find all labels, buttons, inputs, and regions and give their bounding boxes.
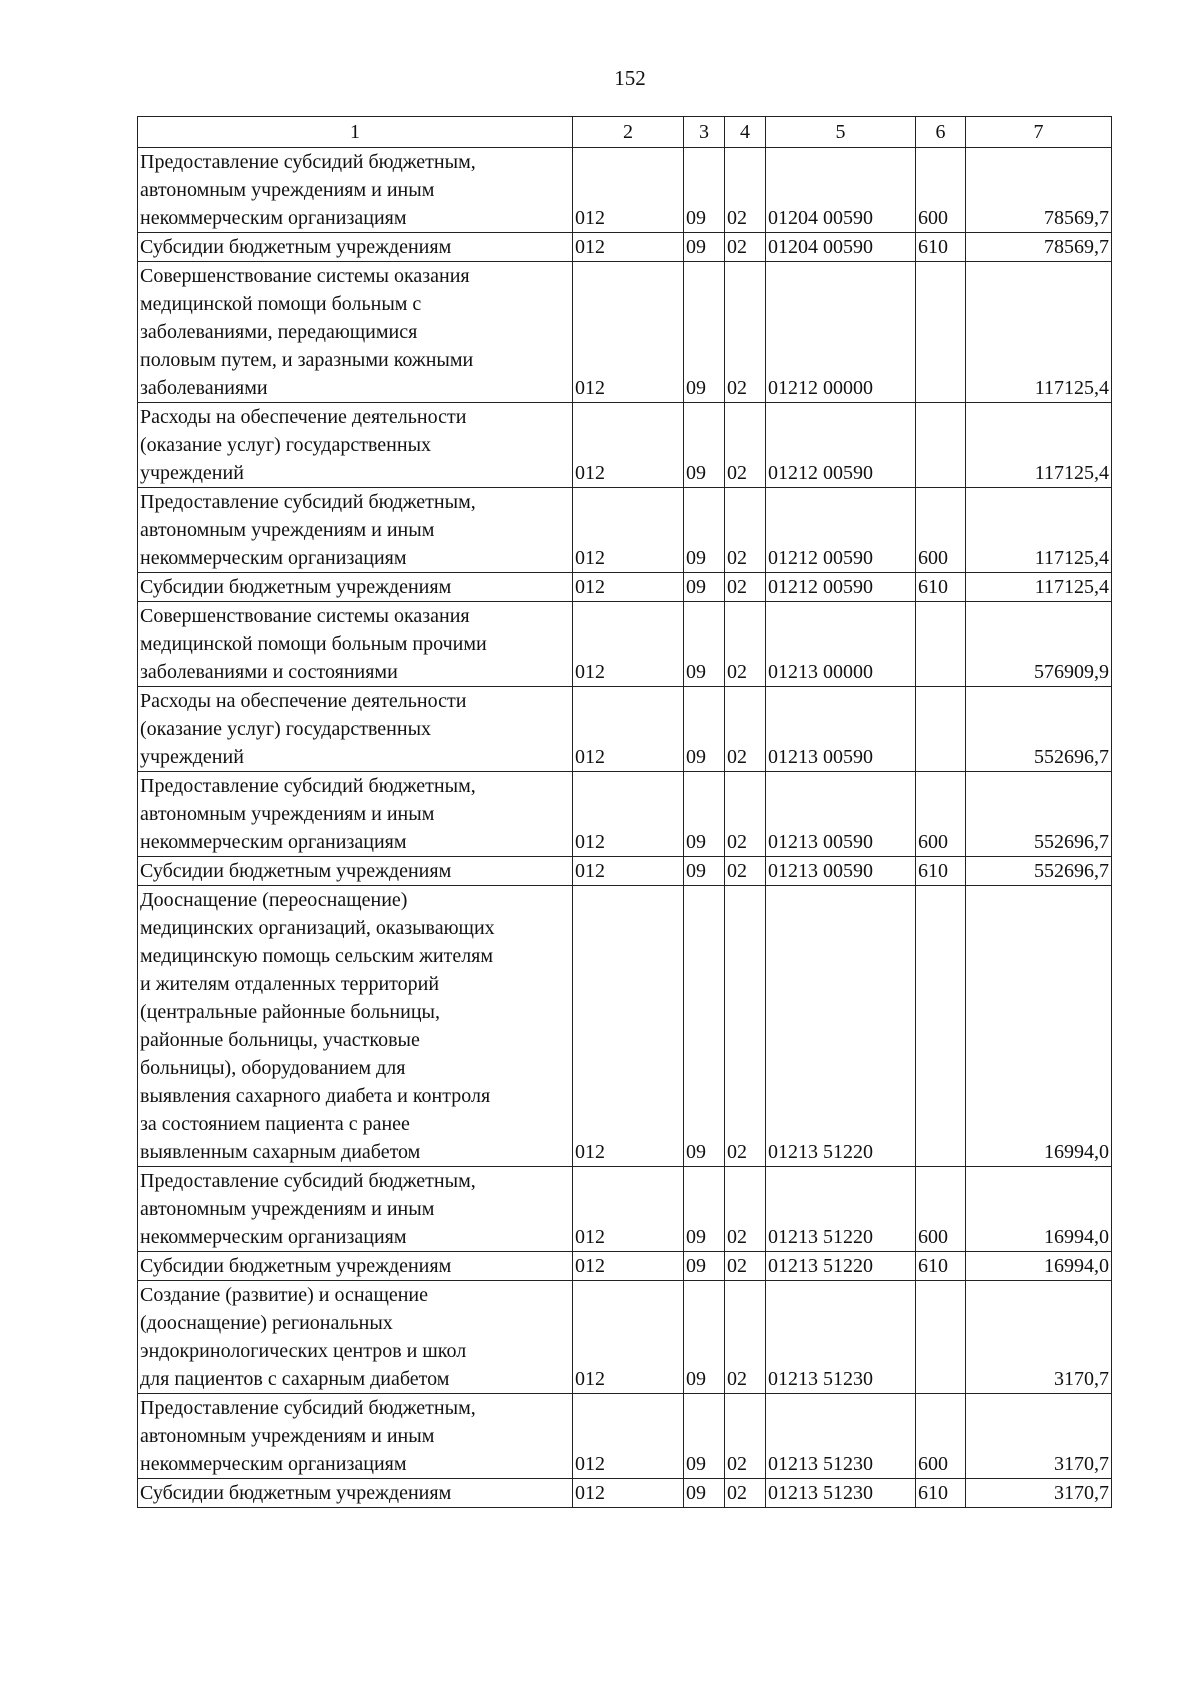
amount-cell: 3170,7 [966, 1281, 1112, 1394]
item-name-cell: Субсидии бюджетным учреждениям [138, 233, 573, 262]
column-header: 5 [766, 117, 916, 148]
section-code-cell: 09 [684, 488, 725, 573]
table-header [138, 117, 1112, 148]
ministry-code-cell: 012 [573, 886, 684, 1167]
subsection-code-cell: 02 [725, 573, 766, 602]
expense-type-cell [916, 687, 966, 772]
target-article-cell: 01213 51220 [766, 1252, 916, 1281]
subsection-code-cell: 02 [725, 488, 766, 573]
expense-type-cell [916, 1281, 966, 1394]
table-row [138, 1394, 1112, 1479]
amount-cell: 78569,7 [966, 148, 1112, 233]
table-body [138, 148, 1112, 1508]
table-row [138, 573, 1112, 602]
ministry-code-cell: 012 [573, 1281, 684, 1394]
expense-type-cell [916, 262, 966, 403]
subsection-code-cell: 02 [725, 1252, 766, 1281]
amount-cell: 16994,0 [966, 886, 1112, 1167]
table-row [138, 1479, 1112, 1508]
expense-type-cell [916, 602, 966, 687]
target-article-cell: 01213 00590 [766, 772, 916, 857]
ministry-code-cell: 012 [573, 573, 684, 602]
target-article-cell: 01212 00590 [766, 573, 916, 602]
target-article-cell: 01213 00590 [766, 687, 916, 772]
section-code-cell: 09 [684, 1281, 725, 1394]
amount-cell: 552696,7 [966, 857, 1112, 886]
item-name-cell: Расходы на обеспечение деятельности (оказание услуг) государственных учреждений [138, 403, 573, 488]
amount-cell: 16994,0 [966, 1167, 1112, 1252]
expense-type-cell: 600 [916, 772, 966, 857]
subsection-code-cell: 02 [725, 886, 766, 1167]
expense-type-cell: 610 [916, 1252, 966, 1281]
section-code-cell: 09 [684, 403, 725, 488]
table-row [138, 886, 1112, 1167]
target-article-cell: 01213 00000 [766, 602, 916, 687]
table-row [138, 262, 1112, 403]
section-code-cell: 09 [684, 886, 725, 1167]
table-row [138, 857, 1112, 886]
section-code-cell: 09 [684, 772, 725, 857]
amount-cell: 117125,4 [966, 262, 1112, 403]
subsection-code-cell: 02 [725, 262, 766, 403]
target-article-cell: 01213 00590 [766, 857, 916, 886]
target-article-cell: 01212 00590 [766, 488, 916, 573]
item-name-cell: Совершенствование системы оказания медицинской помощи больным с заболеваниями, передающимися половым путем, и заразными кожными заболеваниями [138, 262, 573, 403]
amount-cell: 552696,7 [966, 687, 1112, 772]
section-code-cell: 09 [684, 233, 725, 262]
ministry-code-cell: 012 [573, 1252, 684, 1281]
amount-cell: 552696,7 [966, 772, 1112, 857]
target-article-cell: 01213 51220 [766, 886, 916, 1167]
section-code-cell: 09 [684, 573, 725, 602]
table-row [138, 1281, 1112, 1394]
item-name-cell: Совершенствование системы оказания медицинской помощи больным прочими заболеваниями и состояниями [138, 602, 573, 687]
section-code-cell: 09 [684, 1252, 725, 1281]
ministry-code-cell: 012 [573, 488, 684, 573]
expense-type-cell: 600 [916, 488, 966, 573]
header-row [138, 117, 1112, 148]
section-code-cell: 09 [684, 602, 725, 687]
table-row [138, 403, 1112, 488]
ministry-code-cell: 012 [573, 262, 684, 403]
table-row [138, 772, 1112, 857]
subsection-code-cell: 02 [725, 403, 766, 488]
amount-cell: 117125,4 [966, 488, 1112, 573]
expense-type-cell [916, 886, 966, 1167]
ministry-code-cell: 012 [573, 772, 684, 857]
item-name-cell: Субсидии бюджетным учреждениям [138, 573, 573, 602]
column-header: 3 [684, 117, 725, 148]
amount-cell: 78569,7 [966, 233, 1112, 262]
page-number: 152 [614, 66, 646, 90]
ministry-code-cell: 012 [573, 403, 684, 488]
expense-type-cell: 600 [916, 1167, 966, 1252]
item-name-cell: Предоставление субсидий бюджетным, автономным учреждениям и иным некоммерческим организациям [138, 488, 573, 573]
subsection-code-cell: 02 [725, 1479, 766, 1508]
item-name-cell: Субсидии бюджетным учреждениям [138, 1252, 573, 1281]
expense-type-cell: 600 [916, 1394, 966, 1479]
expense-type-cell: 600 [916, 148, 966, 233]
subsection-code-cell: 02 [725, 687, 766, 772]
subsection-code-cell: 02 [725, 602, 766, 687]
expense-type-cell: 610 [916, 1479, 966, 1508]
target-article-cell: 01204 00590 [766, 233, 916, 262]
section-code-cell: 09 [684, 148, 725, 233]
ministry-code-cell: 012 [573, 148, 684, 233]
subsection-code-cell: 02 [725, 148, 766, 233]
amount-cell: 576909,9 [966, 602, 1112, 687]
section-code-cell: 09 [684, 1394, 725, 1479]
expense-type-cell: 610 [916, 857, 966, 886]
expense-type-cell [916, 403, 966, 488]
amount-cell: 16994,0 [966, 1252, 1112, 1281]
column-header: 2 [573, 117, 684, 148]
ministry-code-cell: 012 [573, 1479, 684, 1508]
section-code-cell: 09 [684, 262, 725, 403]
subsection-code-cell: 02 [725, 1167, 766, 1252]
item-name-cell: Расходы на обеспечение деятельности (оказание услуг) государственных учреждений [138, 687, 573, 772]
table-row [138, 148, 1112, 233]
column-header: 7 [966, 117, 1112, 148]
table-row [138, 687, 1112, 772]
ministry-code-cell: 012 [573, 233, 684, 262]
expense-type-cell: 610 [916, 573, 966, 602]
target-article-cell: 01212 00590 [766, 403, 916, 488]
section-code-cell: 09 [684, 1167, 725, 1252]
item-name-cell: Предоставление субсидий бюджетным, автономным учреждениям и иным некоммерческим организациям [138, 1394, 573, 1479]
target-article-cell: 01212 00000 [766, 262, 916, 403]
column-header: 4 [725, 117, 766, 148]
section-code-cell: 09 [684, 1479, 725, 1508]
target-article-cell: 01213 51230 [766, 1479, 916, 1508]
target-article-cell: 01213 51230 [766, 1281, 916, 1394]
amount-cell: 117125,4 [966, 403, 1112, 488]
column-header: 6 [916, 117, 966, 148]
ministry-code-cell: 012 [573, 1394, 684, 1479]
ministry-code-cell: 012 [573, 687, 684, 772]
ministry-code-cell: 012 [573, 1167, 684, 1252]
table-row [138, 233, 1112, 262]
target-article-cell: 01213 51220 [766, 1167, 916, 1252]
target-article-cell: 01204 00590 [766, 148, 916, 233]
expense-type-cell: 610 [916, 233, 966, 262]
amount-cell: 3170,7 [966, 1394, 1112, 1479]
section-code-cell: 09 [684, 687, 725, 772]
ministry-code-cell: 012 [573, 857, 684, 886]
item-name-cell: Субсидии бюджетным учреждениям [138, 857, 573, 886]
section-code-cell: 09 [684, 857, 725, 886]
item-name-cell: Создание (развитие) и оснащение (дооснащение) региональных эндокринологических центров и школ для пациентов с сахарным диабетом [138, 1281, 573, 1394]
item-name-cell: Предоставление субсидий бюджетным, автономным учреждениям и иным некоммерческим организациям [138, 772, 573, 857]
subsection-code-cell: 02 [725, 1394, 766, 1479]
subsection-code-cell: 02 [725, 857, 766, 886]
table-row [138, 602, 1112, 687]
amount-cell: 3170,7 [966, 1479, 1112, 1508]
item-name-cell: Предоставление субсидий бюджетным, автономным учреждениям и иным некоммерческим организациям [138, 148, 573, 233]
item-name-cell: Субсидии бюджетным учреждениям [138, 1479, 573, 1508]
ministry-code-cell: 012 [573, 602, 684, 687]
subsection-code-cell: 02 [725, 233, 766, 262]
target-article-cell: 01213 51230 [766, 1394, 916, 1479]
budget-table [137, 116, 1112, 1508]
subsection-code-cell: 02 [725, 772, 766, 857]
item-name-cell: Предоставление субсидий бюджетным, автономным учреждениям и иным некоммерческим организациям [138, 1167, 573, 1252]
subsection-code-cell: 02 [725, 1281, 766, 1394]
table-row [138, 1252, 1112, 1281]
table-row [138, 488, 1112, 573]
item-name-cell: Дооснащение (переоснащение) медицинских организаций, оказывающих медицинскую помощь сельским жителям и жителям отдаленных территорий (центральные районные больницы, районные больницы, участковые больницы), оборудованием для выявления сахарного диабета и контроля за состоянием пациента с ранее выявленным сахарным диабетом [138, 886, 573, 1167]
amount-cell: 117125,4 [966, 573, 1112, 602]
table-row [138, 1167, 1112, 1252]
column-header: 1 [138, 117, 573, 148]
